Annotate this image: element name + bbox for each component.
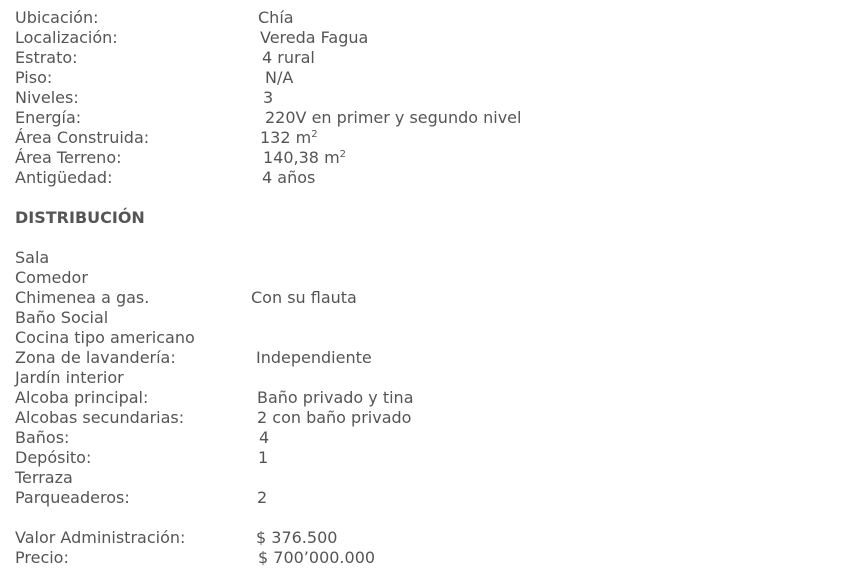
area-construida-unit-exponent: 2 [311, 129, 318, 140]
precio-label: Precio: [15, 548, 69, 567]
alcobas-secundarias-value: 2 con baño privado [257, 408, 412, 427]
distribucion-row-bano-social [0, 308, 858, 328]
distribucion-heading: DISTRIBUCIÓN [15, 208, 145, 227]
distribucion-row-sala [0, 248, 858, 268]
bano-social-label: Baño Social [15, 308, 109, 327]
detail-row-estrato [0, 48, 858, 68]
estrato-value: 4 rural [262, 48, 315, 67]
cocina-label: Cocina tipo americano [15, 328, 195, 347]
niveles-value: 3 [263, 88, 274, 107]
detail-row-antiguedad [0, 168, 858, 188]
distribucion-row-comedor [0, 268, 858, 288]
costo-row-administracion [0, 528, 858, 548]
comedor-label: Comedor [15, 268, 88, 287]
banos-value: 4 [259, 428, 270, 447]
parqueaderos-label: Parqueaderos: [15, 488, 130, 507]
distribucion-row-chimenea [0, 288, 858, 308]
niveles-label: Niveles: [15, 88, 79, 107]
estrato-label: Estrato: [15, 48, 78, 67]
administracion-label: Valor Administración: [15, 528, 186, 547]
piso-label: Piso: [15, 68, 53, 87]
deposito-label: Depósito: [15, 448, 92, 467]
deposito-value: 1 [258, 448, 269, 467]
distribucion-row-parqueaderos [0, 488, 858, 508]
parqueaderos-value: 2 [257, 488, 268, 507]
precio-value: $ 700’000.000 [258, 548, 376, 567]
administracion-value: $ 376.500 [256, 528, 338, 547]
distribucion-row-alcoba-principal [0, 388, 858, 408]
detail-row-localizacion [0, 28, 858, 48]
localizacion-value: Vereda Fagua [260, 28, 369, 47]
energia-value: 220V en primer y segundo nivel [265, 108, 522, 127]
piso-value: N/A [265, 68, 294, 87]
area-construida-value-wrap [260, 128, 318, 148]
antiguedad-value: 4 años [262, 168, 316, 187]
detail-row-piso [0, 68, 858, 88]
distribucion-row-lavanderia [0, 348, 858, 368]
detail-row-niveles [0, 88, 858, 108]
area-construida-label: Área Construida: [15, 128, 150, 147]
area-terreno-value: 140,38 m [263, 148, 340, 167]
distribucion-row-alcobas-secundarias [0, 408, 858, 428]
detail-row-energia [0, 108, 858, 128]
banos-label: Baños: [15, 428, 70, 447]
terraza-label: Terraza [15, 468, 73, 487]
localizacion-label: Localización: [15, 28, 118, 47]
distribucion-row-cocina [0, 328, 858, 348]
detail-row-ubicacion [0, 8, 858, 28]
alcoba-principal-label: Alcoba principal: [15, 388, 149, 407]
area-terreno-value-wrap [263, 148, 346, 168]
area-terreno-unit-exponent: 2 [339, 149, 347, 160]
distribucion-heading-row [0, 208, 858, 228]
distribucion-row-terraza [0, 468, 858, 488]
ubicacion-value: Chía [258, 8, 294, 27]
sala-label: Sala [15, 248, 50, 267]
detail-row-area-terreno [0, 148, 858, 168]
chimenea-value: Con su flauta [251, 288, 357, 307]
distribucion-row-banos [0, 428, 858, 448]
energia-label: Energía: [15, 108, 82, 127]
distribucion-row-jardin [0, 368, 858, 388]
lavanderia-value: Independiente [256, 348, 372, 367]
lavanderia-label: Zona de lavandería: [15, 348, 176, 367]
chimenea-label: Chimenea a gas. [15, 288, 150, 307]
alcoba-principal-value: Baño privado y tina [257, 388, 414, 407]
detail-row-area-construida [0, 128, 858, 148]
costo-row-precio [0, 548, 858, 568]
ubicacion-label: Ubicación: [15, 8, 99, 27]
area-construida-value: 132 m [260, 128, 312, 147]
antiguedad-label: Antigüedad: [15, 168, 113, 187]
distribucion-row-deposito [0, 448, 858, 468]
alcobas-secundarias-label: Alcobas secundarias: [15, 408, 185, 427]
area-terreno-label: Área Terreno: [15, 148, 122, 167]
jardin-label: Jardín interior [15, 368, 124, 387]
